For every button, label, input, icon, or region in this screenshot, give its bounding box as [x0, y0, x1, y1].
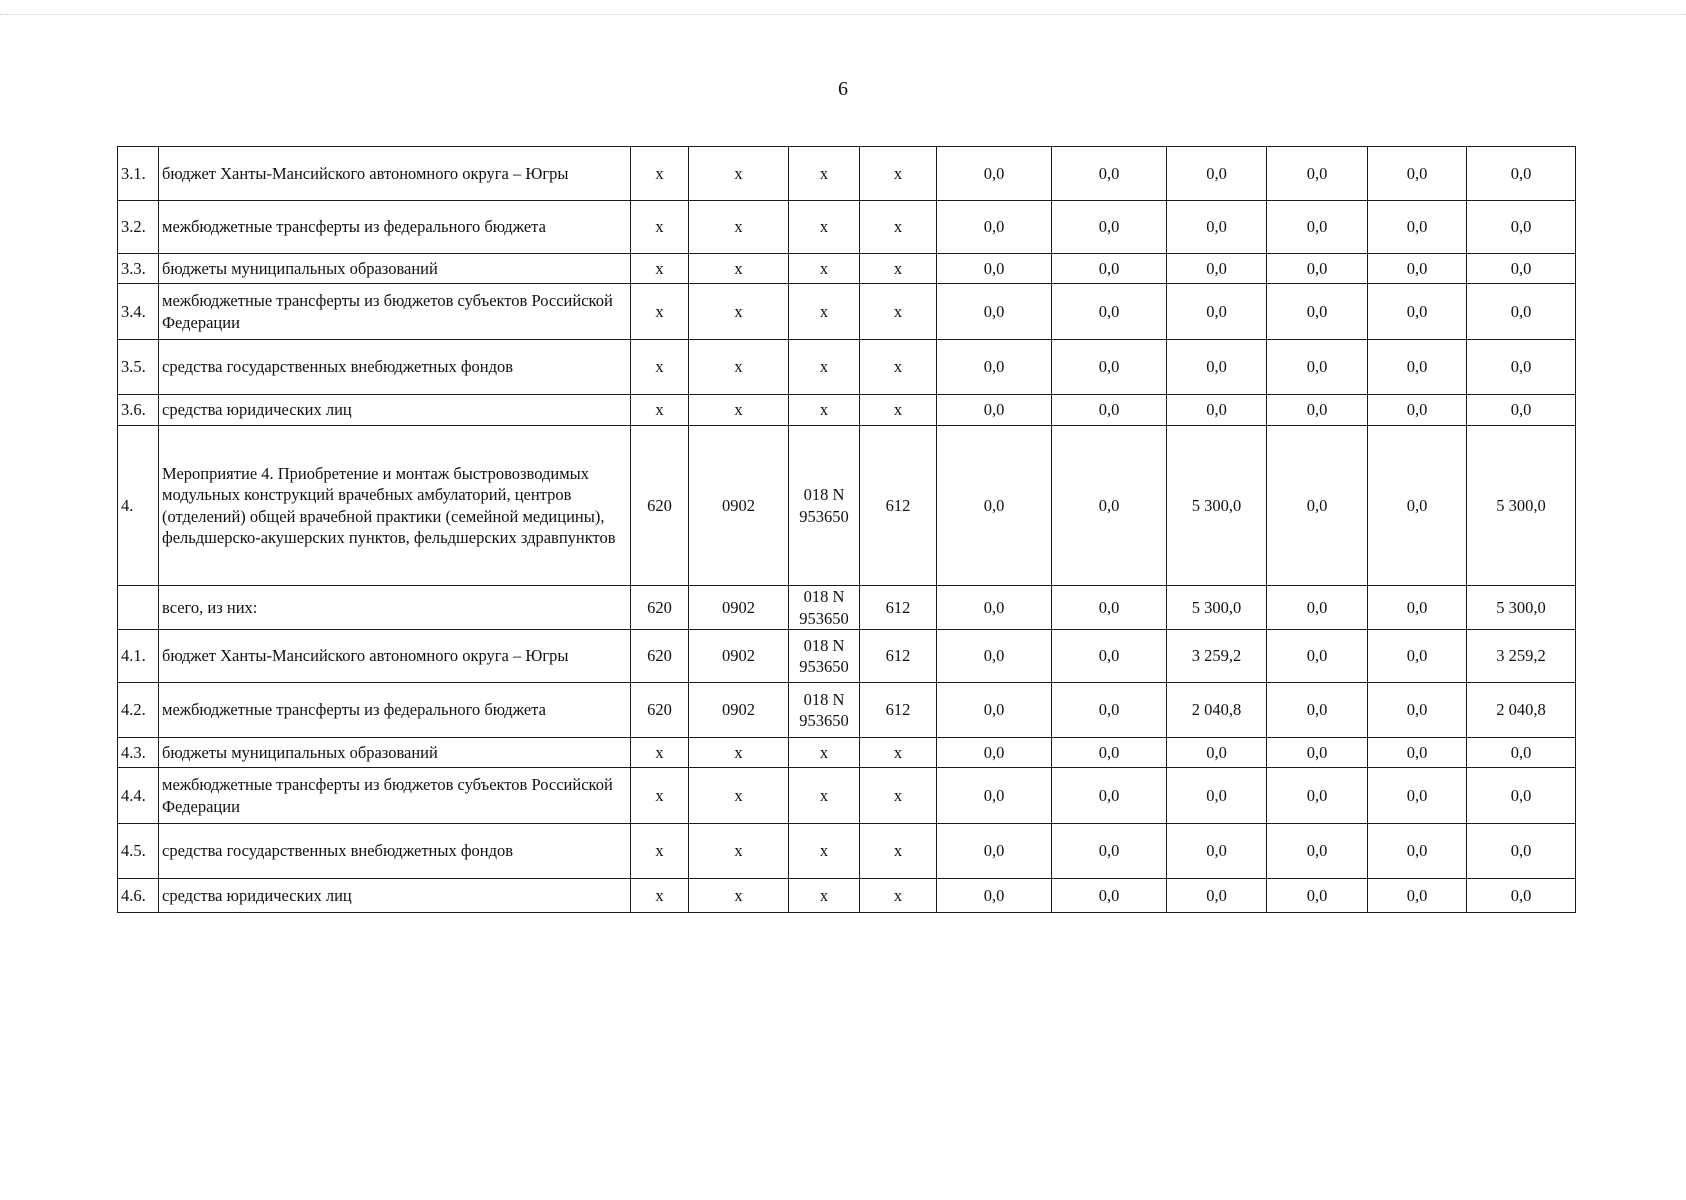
cell-value: 0,0 [1052, 201, 1167, 254]
cell-value: 5 300,0 [1167, 426, 1267, 586]
cell-value: 0,0 [1167, 201, 1267, 254]
row-name: средства государственных внебюджетных фондов [159, 824, 631, 879]
cell-section: х [689, 879, 789, 913]
cell-value: 0,0 [1267, 147, 1368, 201]
cell-expense-type: х [860, 738, 937, 768]
cell-value: 0,0 [1467, 738, 1576, 768]
cell-grbs: х [631, 340, 689, 395]
cell-value: 0,0 [1052, 284, 1167, 340]
table-row [118, 284, 1576, 340]
cell-value: 0,0 [1368, 683, 1467, 738]
cell-value: 5 300,0 [1167, 586, 1267, 630]
table-row-activity [118, 426, 1576, 586]
cell-grbs: 620 [631, 630, 689, 683]
cell-value: 0,0 [1467, 201, 1576, 254]
cell-value: 0,0 [1467, 284, 1576, 340]
cell-value: 0,0 [937, 340, 1052, 395]
cell-grbs: 620 [631, 426, 689, 586]
row-name: межбюджетные трансферты из федерального бюджета [159, 201, 631, 254]
cell-value: 0,0 [1167, 147, 1267, 201]
cell-value: 0,0 [1052, 683, 1167, 738]
cell-value: 0,0 [1368, 426, 1467, 586]
cell-target-article: 018 N 953650 [789, 630, 860, 683]
row-name: бюджет Ханты-Мансийского автономного округа – Югры [159, 147, 631, 201]
cell-value: 2 040,8 [1467, 683, 1576, 738]
row-number: 3.5. [118, 340, 159, 395]
cell-value: 0,0 [1267, 824, 1368, 879]
cell-expense-type: 612 [860, 426, 937, 586]
row-name: бюджеты муниципальных образований [159, 254, 631, 284]
cell-grbs: х [631, 395, 689, 426]
table-row [118, 201, 1576, 254]
cell-value: 0,0 [1267, 201, 1368, 254]
cell-value: 0,0 [937, 284, 1052, 340]
cell-section: х [689, 395, 789, 426]
cell-value: 2 040,8 [1167, 683, 1267, 738]
cell-value: 0,0 [937, 630, 1052, 683]
cell-value: 0,0 [1267, 340, 1368, 395]
cell-section: 0902 [689, 630, 789, 683]
cell-expense-type: х [860, 254, 937, 284]
cell-value: 0,0 [1467, 824, 1576, 879]
table-row [118, 254, 1576, 284]
cell-value: 0,0 [1267, 284, 1368, 340]
cell-value: 0,0 [1267, 683, 1368, 738]
cell-grbs: х [631, 738, 689, 768]
cell-value: 0,0 [1167, 768, 1267, 824]
cell-value: 0,0 [1267, 738, 1368, 768]
table-row [118, 879, 1576, 913]
cell-value: 0,0 [1368, 340, 1467, 395]
cell-value: 0,0 [1368, 254, 1467, 284]
cell-grbs: х [631, 254, 689, 284]
cell-target-article: 018 N 953650 [789, 426, 860, 586]
cell-target-article: х [789, 738, 860, 768]
table-row [118, 630, 1576, 683]
cell-grbs: х [631, 824, 689, 879]
cell-value: 0,0 [1167, 738, 1267, 768]
row-name: средства юридических лиц [159, 395, 631, 426]
cell-value: 0,0 [1368, 395, 1467, 426]
row-number: 4.6. [118, 879, 159, 913]
cell-section: х [689, 147, 789, 201]
row-name: средства юридических лиц [159, 879, 631, 913]
cell-value: 3 259,2 [1167, 630, 1267, 683]
cell-value: 0,0 [1267, 395, 1368, 426]
cell-value: 0,0 [1467, 340, 1576, 395]
row-name: межбюджетные трансферты из федерального бюджета [159, 683, 631, 738]
cell-grbs: х [631, 284, 689, 340]
cell-section: х [689, 768, 789, 824]
cell-value: 0,0 [937, 147, 1052, 201]
cell-expense-type: х [860, 824, 937, 879]
row-name: межбюджетные трансферты из бюджетов субъектов Российской Федерации [159, 768, 631, 824]
row-number: 4.3. [118, 738, 159, 768]
cell-target-article: х [789, 879, 860, 913]
row-name: межбюджетные трансферты из бюджетов субъектов Российской Федерации [159, 284, 631, 340]
row-number: 4.1. [118, 630, 159, 683]
cell-value: 0,0 [937, 683, 1052, 738]
cell-value: 0,0 [1167, 254, 1267, 284]
row-number: 3.2. [118, 201, 159, 254]
cell-expense-type: х [860, 340, 937, 395]
table-row [118, 768, 1576, 824]
cell-value: 0,0 [937, 586, 1052, 630]
cell-target-article: х [789, 147, 860, 201]
cell-section: 0902 [689, 586, 789, 630]
cell-expense-type: х [860, 284, 937, 340]
cell-target-article: х [789, 395, 860, 426]
cell-grbs: х [631, 147, 689, 201]
cell-value: 0,0 [1167, 395, 1267, 426]
cell-value: 0,0 [1467, 768, 1576, 824]
row-number: 4. [118, 426, 159, 586]
cell-value: 0,0 [1167, 284, 1267, 340]
cell-expense-type: х [860, 768, 937, 824]
cell-section: 0902 [689, 426, 789, 586]
budget-table [117, 146, 1576, 913]
cell-expense-type: 612 [860, 683, 937, 738]
cell-value: 0,0 [1368, 879, 1467, 913]
cell-value: 0,0 [1052, 147, 1167, 201]
cell-value: 0,0 [1167, 340, 1267, 395]
row-name: средства государственных внебюджетных фондов [159, 340, 631, 395]
cell-grbs: х [631, 879, 689, 913]
cell-value: 0,0 [1167, 879, 1267, 913]
cell-expense-type: х [860, 147, 937, 201]
cell-value: 0,0 [937, 395, 1052, 426]
cell-value: 0,0 [1052, 738, 1167, 768]
cell-target-article: х [789, 254, 860, 284]
cell-section: х [689, 201, 789, 254]
row-number: 4.5. [118, 824, 159, 879]
row-number: 4.2. [118, 683, 159, 738]
table-row [118, 340, 1576, 395]
row-number: 3.1. [118, 147, 159, 201]
cell-expense-type: х [860, 201, 937, 254]
cell-grbs: 620 [631, 586, 689, 630]
cell-value: 0,0 [937, 824, 1052, 879]
cell-target-article: 018 N 953650 [789, 683, 860, 738]
cell-section: х [689, 254, 789, 284]
table-row [118, 395, 1576, 426]
cell-value: 0,0 [1267, 630, 1368, 683]
cell-value: 0,0 [1368, 824, 1467, 879]
cell-value: 5 300,0 [1467, 586, 1576, 630]
cell-value: 0,0 [1467, 879, 1576, 913]
row-name: бюджет Ханты-Мансийского автономного округа – Югры [159, 630, 631, 683]
cell-value: 0,0 [937, 254, 1052, 284]
cell-grbs: 620 [631, 683, 689, 738]
cell-value: 0,0 [1167, 824, 1267, 879]
cell-value: 0,0 [1052, 426, 1167, 586]
row-name: Мероприятие 4. Приобретение и монтаж быстровозводимых модульных конструкций врачебных амбулаторий, центров (отделений) общей врачебной практики (семейной медицины), фельдшерско-акушерских пунктов, фельдшерских здравпунктов [159, 426, 631, 586]
cell-value: 0,0 [1368, 201, 1467, 254]
cell-section: х [689, 340, 789, 395]
cell-expense-type: х [860, 879, 937, 913]
page-number: 6 [838, 78, 848, 100]
row-number: 3.6. [118, 395, 159, 426]
row-name: бюджеты муниципальных образований [159, 738, 631, 768]
cell-value: 0,0 [1052, 768, 1167, 824]
cell-value: 0,0 [1052, 630, 1167, 683]
cell-value: 0,0 [937, 738, 1052, 768]
cell-grbs: х [631, 768, 689, 824]
cell-section: х [689, 284, 789, 340]
cell-value: 0,0 [1267, 586, 1368, 630]
table-row [118, 147, 1576, 201]
cell-section: х [689, 738, 789, 768]
cell-value: 0,0 [1467, 147, 1576, 201]
cell-target-article: х [789, 768, 860, 824]
table-row [118, 738, 1576, 768]
cell-value: 0,0 [1368, 586, 1467, 630]
cell-value: 0,0 [1052, 824, 1167, 879]
cell-value: 0,0 [1467, 254, 1576, 284]
table-row [118, 683, 1576, 738]
cell-grbs: х [631, 201, 689, 254]
cell-value: 5 300,0 [1467, 426, 1576, 586]
cell-target-article: 018 N 953650 [789, 586, 860, 630]
cell-value: 0,0 [1267, 254, 1368, 284]
cell-value: 0,0 [1368, 738, 1467, 768]
cell-target-article: х [789, 340, 860, 395]
cell-value: 0,0 [937, 426, 1052, 586]
cell-value: 0,0 [1052, 586, 1167, 630]
row-number [118, 586, 159, 630]
row-name: всего, из них: [159, 586, 631, 630]
cell-target-article: х [789, 201, 860, 254]
cell-value: 0,0 [937, 201, 1052, 254]
table-row-total [118, 586, 1576, 630]
cell-value: 0,0 [1267, 426, 1368, 586]
cell-value: 0,0 [1368, 147, 1467, 201]
cell-value: 3 259,2 [1467, 630, 1576, 683]
row-number: 4.4. [118, 768, 159, 824]
cell-expense-type: 612 [860, 630, 937, 683]
cell-value: 0,0 [1368, 630, 1467, 683]
cell-value: 0,0 [1052, 340, 1167, 395]
cell-value: 0,0 [1052, 879, 1167, 913]
cell-value: 0,0 [1267, 879, 1368, 913]
row-number: 3.3. [118, 254, 159, 284]
cell-value: 0,0 [937, 768, 1052, 824]
cell-value: 0,0 [1267, 768, 1368, 824]
table-row [118, 824, 1576, 879]
cell-target-article: х [789, 824, 860, 879]
cell-value: 0,0 [937, 879, 1052, 913]
cell-expense-type: х [860, 395, 937, 426]
row-number: 3.4. [118, 284, 159, 340]
cell-section: 0902 [689, 683, 789, 738]
scan-edge-line [0, 14, 1686, 19]
cell-section: х [689, 824, 789, 879]
cell-value: 0,0 [1052, 395, 1167, 426]
cell-target-article: х [789, 284, 860, 340]
cell-expense-type: 612 [860, 586, 937, 630]
cell-value: 0,0 [1052, 254, 1167, 284]
cell-value: 0,0 [1368, 284, 1467, 340]
cell-value: 0,0 [1368, 768, 1467, 824]
cell-value: 0,0 [1467, 395, 1576, 426]
